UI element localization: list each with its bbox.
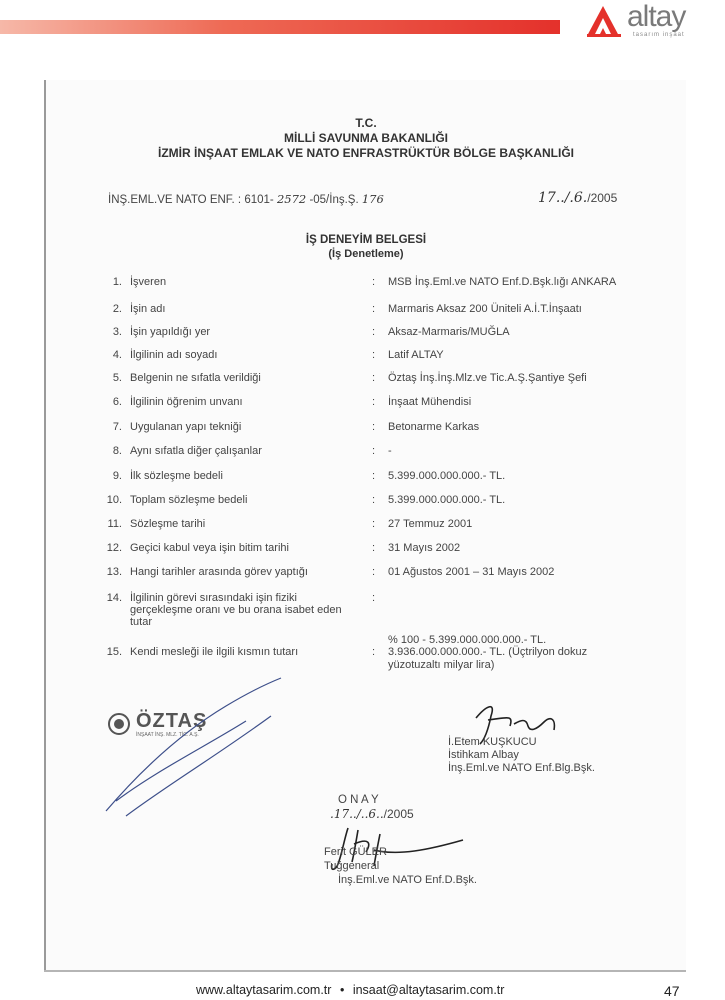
row-number: 13.: [106, 566, 122, 578]
stamp-signature-scribble: [96, 676, 296, 826]
row-label: Hangi tarihler arasında görev yaptığı: [130, 566, 308, 578]
approver-name: Ferit GÜLER: [324, 846, 387, 858]
row-value: Betonarme Karkas: [388, 421, 480, 433]
footer-email[interactable]: insaat@altaytasarim.com.tr: [352, 983, 505, 997]
reference-hand-number: 2572: [276, 192, 307, 206]
row-colon: :: [372, 646, 376, 658]
approval-date: .17../..6../2005: [330, 807, 414, 821]
row-label: Toplam sözleşme bedeli: [130, 494, 248, 506]
row-number: 10.: [106, 494, 122, 506]
document-title: İŞ DENEYİM BELGESİ: [305, 234, 427, 246]
stamp-subtext: İNŞAAT İNŞ. MLZ. TİC. A.Ş.: [136, 732, 199, 738]
row-label: İlgilinin adı soyadı: [130, 349, 218, 361]
row-value: Marmaris Aksaz 200 Üniteli A.İ.T.İnşaatı: [388, 303, 582, 315]
row-label: Aynı sıfatla diğer çalışanlar: [130, 445, 262, 457]
row-value: 31 Mayıs 2002: [388, 542, 461, 554]
row-number: 9.: [112, 470, 122, 482]
row-value: Latif ALTAY: [388, 349, 444, 361]
row-number: 8.: [112, 445, 122, 457]
certificate-document: [44, 80, 686, 970]
row-number: 15.: [106, 646, 122, 658]
header-line-1: T.C.: [355, 116, 377, 130]
row-value: Öztaş İnş.İnş.Mlz.ve Tic.A.Ş.Şantiye Şefi: [388, 372, 587, 384]
row-number: 2.: [112, 303, 122, 315]
stamp-name: ÖZTAŞ: [136, 710, 208, 732]
brand-tagline: tasarım inşaat: [633, 32, 685, 38]
row-colon: :: [372, 303, 376, 315]
document-date: 17../.6./2005: [538, 190, 618, 206]
signatory-1-title: İnş.Eml.ve NATO Enf.Blg.Bşk.: [448, 762, 595, 774]
row-label: İşin adı: [130, 303, 166, 315]
approval-label: O N A Y: [338, 794, 379, 806]
row-value: İnşaat Mühendisi: [388, 396, 472, 408]
footer-separator: •: [339, 983, 345, 997]
row-colon: :: [372, 470, 376, 482]
row-value: 5.399.000.000.000.- TL.: [388, 470, 506, 482]
approver-rank: Tuğgeneral: [324, 860, 380, 872]
row-label: İlgilinin görevi sırasındaki işin fiziki gerçekleşme oranı ve bu orana isabet eden tutar: [130, 592, 342, 628]
footer-website[interactable]: www.altaytasarim.com.tr: [196, 983, 332, 997]
row-value: -: [388, 445, 392, 457]
row-colon: :: [372, 542, 376, 554]
row-label: Belgenin ne sıfatla verildiği: [130, 372, 261, 384]
row-label: Uygulanan yapı tekniği: [130, 421, 242, 433]
row-label: İşveren: [130, 276, 167, 288]
row-number: 5.: [112, 372, 122, 384]
row-number: 3.: [112, 326, 122, 338]
row-value: 5.399.000.000.000.- TL.: [388, 494, 506, 506]
row-label: İlgilinin öğrenim unvanı: [130, 396, 243, 408]
page-number: 47: [664, 983, 680, 999]
row-colon: :: [372, 592, 376, 604]
row-label: Geçici kabul veya işin bitim tarihi: [130, 542, 289, 554]
row-label: İlk sözleşme bedeli: [130, 470, 223, 482]
row-number: 14.: [106, 592, 122, 604]
row-number: 6.: [112, 396, 122, 408]
header-accent-bar: [0, 20, 560, 34]
row-colon: :: [372, 349, 376, 361]
row-value: 01 Ağustos 2001 – 31 Mayıs 2002: [388, 566, 555, 578]
row-value: 27 Temmuz 2001: [388, 518, 473, 530]
row-colon: :: [372, 326, 376, 338]
row-colon: :: [372, 372, 376, 384]
brand-logo: [585, 2, 715, 42]
brand-name: altay: [627, 0, 686, 33]
row-label: Kendi mesleği ile ilgili kısmın tutarı: [130, 646, 299, 658]
row-value: % 100 - 5.399.000.000.000.- TL.: [388, 634, 547, 646]
reference-number: İNŞ.EML.VE NATO ENF. : 6101- 2572 -05/İnş.Ş. 176: [108, 192, 384, 206]
signatory-1-rank: İstihkam Albay: [448, 749, 519, 761]
row-number: 1.: [112, 276, 122, 288]
row-colon: :: [372, 396, 376, 408]
row-colon: :: [372, 518, 376, 530]
row-colon: :: [372, 421, 376, 433]
row-colon: :: [372, 445, 376, 457]
row-colon: :: [372, 494, 376, 506]
header-line-2: MİLLİ SAVUNMA BAKANLIĞI: [284, 131, 448, 145]
row-colon: :: [372, 276, 376, 288]
row-label: Sözleşme tarihi: [130, 518, 206, 530]
header-line-3: İZMİR İNŞAAT EMLAK VE NATO ENFRASTRÜKTÜR BÖLGE BAŞKANLIĞI: [158, 146, 574, 160]
row-value: 3.936.000.000.000.- TL. (Üçtrilyon dokuz yüzotuzaltı milyar lira): [388, 646, 588, 671]
footer-contacts: [196, 983, 504, 997]
row-number: 11.: [107, 518, 122, 530]
row-value: MSB İnş.Eml.ve NATO Enf.D.Bşk.lığı ANKARA: [388, 276, 617, 288]
altay-logo-icon: [585, 2, 625, 38]
row-colon: :: [372, 566, 376, 578]
row-number: 12.: [106, 542, 122, 554]
row-value: Aksaz-Marmaris/MUĞLA: [388, 326, 510, 338]
approver-title: İnş.Eml.ve NATO Enf.D.Bşk.: [338, 874, 477, 886]
document-subtitle: (İş Denetleme): [328, 248, 404, 260]
reference-hand-number-2: 176: [361, 192, 384, 206]
row-label: İşin yapıldığı yer: [130, 326, 211, 338]
row-number: 7.: [112, 421, 122, 433]
signatory-1-name: İ.Etem KUŞKUCU: [448, 736, 537, 748]
row-number: 4.: [112, 349, 122, 361]
